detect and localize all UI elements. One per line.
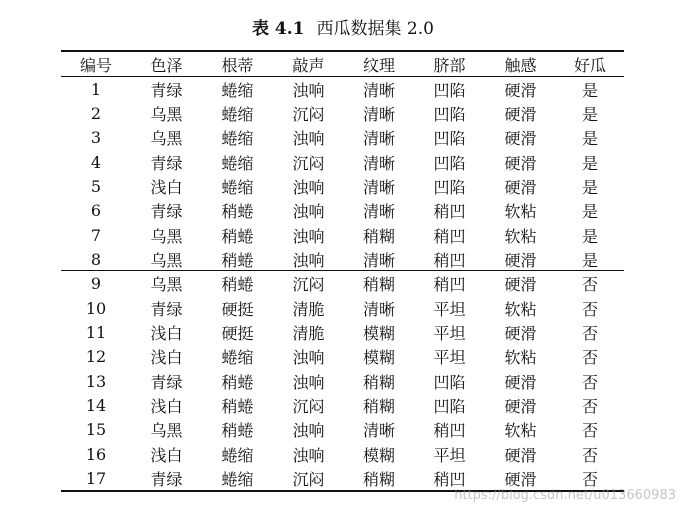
table-cell: 1 [90,79,102,99]
table-cell: 浅白 [150,178,183,198]
table-cell: 浊响 [292,251,325,271]
table-cell: 3 [90,128,102,148]
table-cell: 清晰 [362,80,395,100]
table-row [61,418,624,442]
table-cell: 否 [581,470,598,490]
column-header: 根蒂 [221,56,254,75]
table-cell: 7 [90,225,102,245]
table-cell: 是 [581,226,598,246]
header-row [61,52,624,77]
table-cell: 2 [90,104,102,124]
table-cell: 沉闷 [292,470,325,490]
table-cell: 青绿 [150,202,183,222]
table-cell: 软粘 [504,421,537,441]
table-cell: 模糊 [362,348,395,368]
table-cell: 稍凹 [433,421,466,441]
table-cell: 清晰 [362,251,395,271]
table-cell: 是 [581,251,598,271]
table-cell: 浅白 [150,324,183,344]
table-cell: 稍糊 [362,226,395,246]
table-cell: 稍糊 [362,372,395,392]
table-cell: 硬滑 [504,397,537,417]
table-cell: 硬滑 [504,372,537,392]
table-cell: 硬滑 [504,470,537,490]
table-cell: 沉闷 [292,105,325,125]
table-cell: 硬滑 [504,324,537,344]
table-cell: 否 [581,348,598,368]
table-row [61,442,624,466]
table-cell: 平坦 [433,445,466,465]
table-cell: 浅白 [150,445,183,465]
table-cell: 清晰 [362,202,395,222]
table-cell: 稍蜷 [221,421,254,441]
table-cell: 浊响 [292,129,325,149]
caption-label: 表 4.1 [252,19,305,39]
table-cell: 清晰 [362,421,395,441]
table-cell: 凹陷 [433,80,466,100]
table-cell: 稍凹 [433,470,466,490]
table-cell: 清晰 [362,129,395,149]
table-cell: 否 [581,372,598,392]
watermark-text: https://blog.csdn.net/u013660983 [454,488,676,503]
table-cell: 平坦 [433,348,466,368]
table-cell: 否 [581,397,598,417]
table-header [61,52,624,77]
table-row [61,272,624,296]
table-cell: 模糊 [362,445,395,465]
watermelon-dataset-table [61,52,624,491]
table-cell: 硬滑 [504,129,537,149]
table-cell: 蜷缩 [221,129,254,149]
table-cell: 浊响 [292,178,325,198]
table-cell: 平坦 [433,299,466,319]
table-cell: 是 [581,178,598,198]
table-cell: 乌黑 [150,421,183,441]
table-cell: 蜷缩 [221,445,254,465]
table-cell: 硬滑 [504,275,537,295]
table-cell: 硬滑 [504,251,537,271]
table-row [61,369,624,393]
table-cell: 6 [90,201,102,221]
table-cell: 稍凹 [433,251,466,271]
table-cell: 硬滑 [504,445,537,465]
table-cell: 青绿 [150,372,183,392]
column-header: 脐部 [433,56,466,75]
table-cell: 蜷缩 [221,105,254,125]
table-cell: 青绿 [150,80,183,100]
table-cell: 蜷缩 [221,348,254,368]
table-cell: 稍凹 [433,275,466,295]
table-cell: 稍凹 [433,226,466,246]
table-cell: 清脆 [292,299,325,319]
table-cell: 乌黑 [150,275,183,295]
table-cell: 稍糊 [362,397,395,417]
table-row [61,296,624,320]
table-cell: 否 [581,445,598,465]
table-row [61,77,624,101]
table-cell: 乌黑 [150,129,183,149]
table-cell: 否 [581,299,598,319]
table-cell: 稍凹 [433,202,466,222]
table-cell: 稍糊 [362,470,395,490]
table-cell: 模糊 [362,324,395,344]
table-cell: 蜷缩 [221,470,254,490]
table-cell: 稍蜷 [221,372,254,392]
table-cell: 是 [581,129,598,149]
table-cell: 硬滑 [504,80,537,100]
table-cell: 沉闷 [292,397,325,417]
table-cell: 是 [581,105,598,125]
table-cell: 9 [90,274,102,294]
table-cell: 凹陷 [433,129,466,149]
table-cell: 浊响 [292,202,325,222]
table-cell: 10 [85,298,107,318]
caption-title: 西瓜数据集 2.0 [316,19,434,39]
table-cell: 清脆 [292,324,325,344]
column-header: 好瓜 [573,56,606,75]
table-cell: 16 [85,444,107,464]
table-cell: 软粘 [504,226,537,246]
table-cell: 清晰 [362,299,395,319]
table-cell: 软粘 [504,348,537,368]
table-body [61,77,624,491]
table-cell: 稍蜷 [221,251,254,271]
table-cell: 凹陷 [433,153,466,173]
table-cell: 浊响 [292,372,325,392]
table-cell: 清晰 [362,178,395,198]
table-cell: 否 [581,421,598,441]
table-cell: 硬滑 [504,178,537,198]
column-header: 纹理 [362,56,395,75]
table-cell: 是 [581,80,598,100]
table-cell: 浊响 [292,421,325,441]
column-header: 触感 [504,56,537,75]
table-cell: 是 [581,153,598,173]
table-cell: 凹陷 [433,397,466,417]
table-cell: 软粘 [504,299,537,319]
table-cell: 浅白 [150,397,183,417]
table-cell: 凹陷 [433,105,466,125]
table-row [61,101,624,125]
table-cell: 硬挺 [221,324,254,344]
table-row [61,199,624,223]
table-row [61,320,624,344]
table-cell: 乌黑 [150,105,183,125]
column-header: 色泽 [150,56,183,75]
table-cell: 凹陷 [433,372,466,392]
table-cell: 青绿 [150,299,183,319]
table-cell: 11 [85,323,107,343]
table-cell: 稍蜷 [221,397,254,417]
table-cell: 17 [85,469,107,489]
table-cell: 稍蜷 [221,226,254,246]
table-cell: 稍蜷 [221,202,254,222]
table-cell: 蜷缩 [221,153,254,173]
table-row [61,150,624,174]
table-cell: 否 [581,324,598,344]
table-cell: 5 [90,177,102,197]
table-row [61,393,624,417]
table-cell: 硬挺 [221,299,254,319]
table-cell: 硬滑 [504,105,537,125]
table-row [61,126,624,150]
table-cell: 14 [85,396,107,416]
table-cell: 浊响 [292,226,325,246]
table-cell: 平坦 [433,324,466,344]
table-row [61,345,624,369]
table-row [61,223,624,247]
table-cell: 稍糊 [362,275,395,295]
table-cell: 稍蜷 [221,275,254,295]
table-cell: 乌黑 [150,251,183,271]
table-cell: 8 [90,250,102,270]
column-header: 编号 [79,56,112,75]
table-cell: 12 [85,347,107,367]
table-cell: 清晰 [362,105,395,125]
table-cell: 硬滑 [504,153,537,173]
table-cell: 4 [90,152,102,172]
table-cell: 否 [581,275,598,295]
table-caption [0,14,686,39]
table-cell: 蜷缩 [221,178,254,198]
column-header: 敲声 [292,56,325,75]
table-cell: 15 [85,420,107,440]
table-cell: 浅白 [150,348,183,368]
table-cell: 凹陷 [433,178,466,198]
table-cell: 软粘 [504,202,537,222]
table-row [61,247,624,271]
table-cell: 沉闷 [292,153,325,173]
table-cell: 浊响 [292,445,325,465]
table-cell: 沉闷 [292,275,325,295]
table-row [61,174,624,198]
table-cell: 青绿 [150,470,183,490]
table-cell: 是 [581,202,598,222]
table-cell: 蜷缩 [221,80,254,100]
table-cell: 浊响 [292,80,325,100]
table-cell: 13 [85,371,107,391]
table-cell: 青绿 [150,153,183,173]
table-cell: 清晰 [362,153,395,173]
table-cell: 浊响 [292,348,325,368]
table-cell: 乌黑 [150,226,183,246]
